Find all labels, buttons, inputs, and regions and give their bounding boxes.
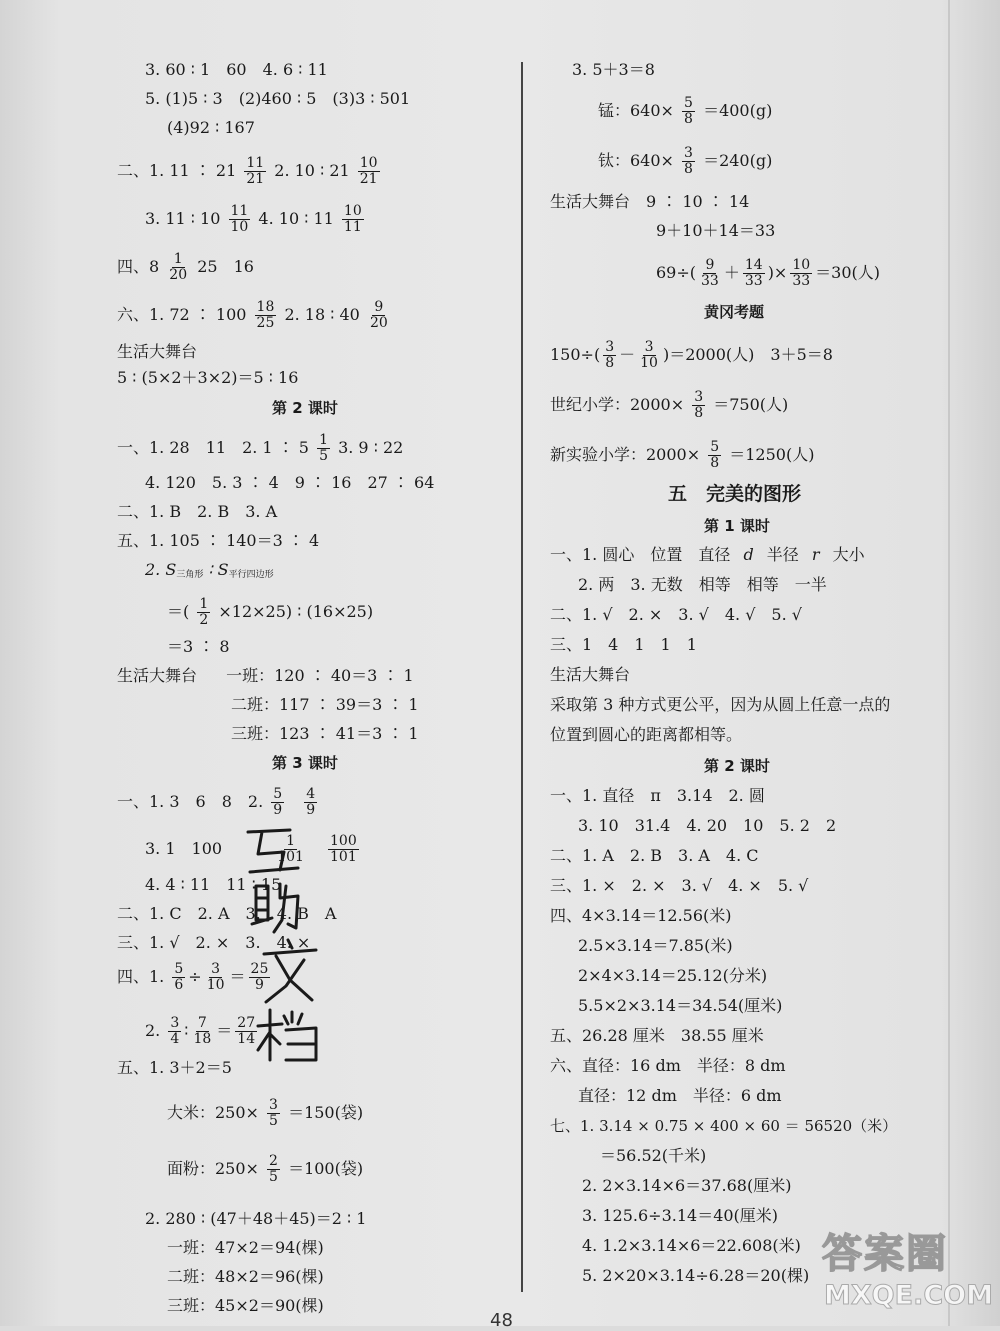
text: 大米：250×	[167, 1103, 259, 1122]
text-line: 二、1. C 2. A 3. 4. B A	[117, 904, 337, 923]
text: 锰：640×	[598, 101, 674, 120]
text: ＝100(袋)	[288, 1159, 364, 1178]
text: ×12×25) ∶ (16×25)	[218, 602, 374, 621]
text: ÷	[188, 967, 202, 986]
fraction: $\frac{1}{20}$	[169, 251, 188, 283]
text: ＝750(人)	[713, 395, 789, 414]
text: 一、1. 圆心 位置 直径	[550, 545, 731, 564]
subscript: 三角形	[176, 570, 204, 580]
text: 大小	[832, 545, 865, 564]
site-logo	[822, 1222, 992, 1322]
fraction: $\frac{5}{9}$	[273, 786, 283, 818]
symbol: d	[743, 545, 754, 564]
fraction: $\frac{9}{20}$	[369, 299, 388, 331]
text-line: 5 ∶ (5×2＋3×2)＝5 ∶ 16	[117, 368, 299, 387]
lesson-heading: 第 2 课时	[272, 399, 338, 417]
text-line: 2×4×3.14＝25.12(分米)	[578, 966, 768, 985]
text-line	[117, 252, 254, 283]
text: )＝2000(人) 3＋5＝8	[662, 345, 833, 364]
text-line	[550, 390, 788, 421]
text-line: 二班：117 ∶ 39＝3 ∶ 1	[231, 695, 419, 714]
logo-url: MXQE.COM	[824, 1280, 993, 1311]
text: 面粉：250×	[167, 1159, 259, 1178]
text: 69÷(	[656, 263, 697, 282]
section-label: 生活大舞台	[117, 342, 198, 361]
fraction: $\frac{1}{5}$	[319, 432, 328, 464]
fraction: $\frac{10}{21}$	[359, 155, 378, 187]
fraction: $\frac{3}{10}$	[206, 961, 225, 993]
text-line	[598, 96, 772, 127]
text: ＝(	[167, 602, 190, 621]
text-line: 采取第 3 种方式更公平，因为从圆上任意一点的	[550, 695, 891, 714]
text: 2.	[145, 1021, 161, 1040]
text-line: 9＋10＋14＝33	[656, 221, 776, 240]
text-line: 3. 5＋3＝8	[572, 60, 655, 79]
fraction: $\frac{5}{8}$	[710, 439, 720, 471]
text: 2. 18 ∶ 40	[284, 305, 360, 324]
text-line	[550, 440, 814, 471]
text-line: 4. 1.2×3.14×6＝22.608(米)	[582, 1236, 801, 1255]
text: 2. S	[145, 560, 177, 579]
text-line: 二、1. √ 2. × 3. √ 4. √ 5. √	[550, 605, 802, 624]
text-line: 2. 两 3. 无数 相等 相等 一半	[578, 575, 827, 594]
text-line	[117, 787, 320, 818]
text: 25 16	[197, 257, 254, 276]
text-line	[145, 1016, 260, 1047]
fraction: $\frac{27}{14}$	[237, 1015, 256, 1047]
text-line: 一班：47×2＝94(棵)	[167, 1238, 324, 1257]
text-line: 二班：48×2＝96(棵)	[167, 1267, 324, 1286]
fraction: $\frac{3}{8}$	[605, 339, 615, 371]
text-line: (4)92 ∶ 167	[167, 118, 255, 137]
text-line: 二、1. B 2. B 3. A	[117, 502, 278, 521]
text-line	[117, 962, 273, 993]
text-line: 五、1. 105 ∶ 140＝3 ∶ 4	[117, 531, 320, 550]
fraction: $\frac{14}{33}$	[744, 257, 763, 289]
text-line: 六、直径：16 dm 半径：8 dm	[550, 1056, 786, 1075]
section-label: 生活大舞台	[550, 665, 631, 684]
text-line: 3. 125.6÷3.14＝40(厘米)	[582, 1206, 779, 1225]
text-line: 七、1. 3.14 × 0.75 × 400 × 60 ＝ 56520（米）	[550, 1117, 898, 1135]
text-line: 一、1. 直径 π 3.14 2. 圆	[550, 786, 765, 805]
text: ∶	[184, 1021, 189, 1040]
text: 3. 1 100	[145, 839, 223, 858]
text-line: 五、26.28 厘米 38.55 厘米	[550, 1026, 764, 1045]
text-line: 2. 280 ∶ (47＋48＋45)＝2 ∶ 1	[145, 1209, 367, 1228]
text-line: ＝3 ∶ 8	[167, 637, 230, 656]
text-line: 三、1. √ 2. × 3. 4. ×	[117, 933, 311, 952]
text: ＝	[216, 1021, 233, 1040]
text: 四、8	[117, 257, 160, 276]
text-line	[550, 340, 833, 371]
fraction: $\frac{7}{18}$	[193, 1015, 212, 1047]
text-line	[167, 597, 373, 628]
text: 3. 11 ∶ 10	[145, 209, 221, 228]
fraction: $\frac{1}{2}$	[199, 596, 209, 628]
fraction: $\frac{3}{10}$	[640, 339, 658, 371]
column-divider	[521, 62, 523, 1292]
fraction: $\frac{4}{9}$	[306, 786, 316, 818]
text-line: 4. 120 5. 3 ∶ 4 9 ∶ 16 27 ∶ 64	[145, 473, 435, 492]
fraction: $\frac{10}{33}$	[792, 257, 811, 289]
fraction: $\frac{3}{8}$	[684, 145, 693, 177]
text-line: 2.5×3.14＝7.85(米)	[578, 936, 733, 955]
subscript: 平行四边形	[228, 570, 274, 580]
fraction: $\frac{5}{6}$	[174, 961, 184, 993]
text: ＝30(人)	[815, 263, 881, 282]
fraction: $\frac{5}{8}$	[684, 95, 693, 127]
text: 一、1. 3 6 8 2.	[117, 792, 264, 811]
symbol: r	[811, 545, 820, 564]
text: ＝400(g)	[703, 101, 773, 120]
text: 二、1. 11 ∶ 21	[117, 161, 237, 180]
fraction: $\frac{3}{5}$	[269, 1097, 278, 1129]
fraction: $\frac{10}{11}$	[343, 203, 362, 235]
text: ＝1250(人)	[729, 445, 815, 464]
text-line	[117, 433, 403, 464]
text-line	[117, 156, 383, 187]
text: ＋	[723, 263, 740, 282]
text: 世纪小学：2000×	[550, 395, 685, 414]
text: 新实验小学：2000×	[550, 445, 701, 464]
logo-text: 答案圈	[822, 1231, 948, 1277]
text-line: 四、4×3.14＝12.56(米)	[550, 906, 732, 925]
fraction: $\frac{2}{5}$	[269, 1153, 278, 1185]
text: 钛：640×	[598, 151, 674, 170]
lesson-heading: 第 2 课时	[704, 757, 770, 775]
text: 一、1. 28 11 2. 1 ∶ 5	[117, 438, 309, 457]
fraction: $\frac{3}{8}$	[694, 389, 704, 421]
fraction: $\frac{3}{4}$	[170, 1015, 180, 1047]
text-line	[167, 1098, 363, 1129]
text: 150÷(	[550, 345, 601, 364]
text-line	[145, 204, 367, 235]
text: 一班：120 ∶ 40＝3 ∶ 1	[226, 666, 414, 685]
text-line	[167, 1154, 363, 1185]
text: 六、1. 72 ∶ 100	[117, 305, 247, 324]
text: ＝150(袋)	[288, 1103, 364, 1122]
fraction: $\frac{18}{25}$	[256, 299, 275, 331]
text-line	[145, 560, 274, 585]
text: 2. 10 ∶ 21	[274, 161, 350, 180]
text-line	[117, 300, 393, 331]
text: ＝	[229, 967, 246, 986]
fraction: $\frac{11}{21}$	[246, 155, 265, 187]
text-line	[598, 146, 772, 177]
chapter-title: 五 完美的图形	[668, 483, 802, 505]
text-line: 4. 4 ∶ 11 11 ∶ 15	[145, 875, 282, 894]
text-line: 生活大舞台 9 ∶ 10 ∶ 14	[550, 192, 750, 211]
text: 四、1.	[117, 967, 165, 986]
fraction: $\frac{1}{101}$	[277, 833, 304, 865]
text-line	[117, 666, 414, 686]
text-line: 五、1. 3＋2＝5	[117, 1058, 232, 1077]
section-label: 生活大舞台	[117, 666, 198, 685]
text-line	[145, 834, 362, 865]
text: 4. 10 ∶ 11	[258, 209, 334, 228]
fraction: $\frac{25}{9}$	[250, 961, 269, 993]
fraction: $\frac{11}{10}$	[230, 203, 249, 235]
text-line: ＝56.52(千米)	[600, 1146, 707, 1165]
text-line: 5. (1)5 ∶ 3 (2)460 ∶ 5 (3)3 ∶ 501	[145, 89, 411, 108]
lesson-heading: 第 3 课时	[272, 754, 338, 772]
text-line: 二、1. A 2. B 3. A 4. C	[550, 846, 759, 865]
text-line: 三班：45×2＝90(棵)	[167, 1296, 324, 1315]
page-number: 48	[490, 1310, 513, 1331]
text: ∶ S	[203, 560, 229, 579]
text-line: 直径：12 dm 半径：6 dm	[578, 1086, 782, 1105]
text: ＝240(g)	[703, 151, 773, 170]
text-line: 3. 10 31.4 4. 20 10 5. 2 2	[578, 816, 837, 835]
section-heading: 黄冈考题	[704, 303, 765, 321]
text: 半径	[766, 545, 799, 564]
text-line	[656, 258, 880, 289]
fraction: $\frac{100}{101}$	[330, 833, 357, 865]
text-line: 位置到圆心的距离都相等。	[550, 725, 743, 744]
text-line: 3. 60 ∶ 1 60 4. 6 ∶ 11	[145, 60, 328, 79]
text: )×	[767, 263, 788, 282]
fraction: $\frac{9}{33}$	[701, 257, 719, 289]
text-line: 5.5×2×3.14＝34.54(厘米)	[578, 996, 783, 1015]
text-line: 三、1. × 2. × 3. √ 4. × 5. √	[550, 876, 809, 895]
text: －	[619, 345, 636, 364]
text-line: 三、1 4 1 1 1	[550, 635, 697, 654]
text: 3. 9 ∶ 22	[338, 438, 404, 457]
text-line	[550, 545, 865, 565]
text-line: 三班：123 ∶ 41＝3 ∶ 1	[231, 724, 419, 743]
page-edge	[948, 0, 950, 1326]
text-line: 5. 2×20×3.14÷6.28＝20(棵)	[582, 1266, 810, 1285]
lesson-heading: 第 1 课时	[704, 517, 770, 535]
text-line: 2. 2×3.14×6＝37.68(厘米)	[582, 1176, 792, 1195]
